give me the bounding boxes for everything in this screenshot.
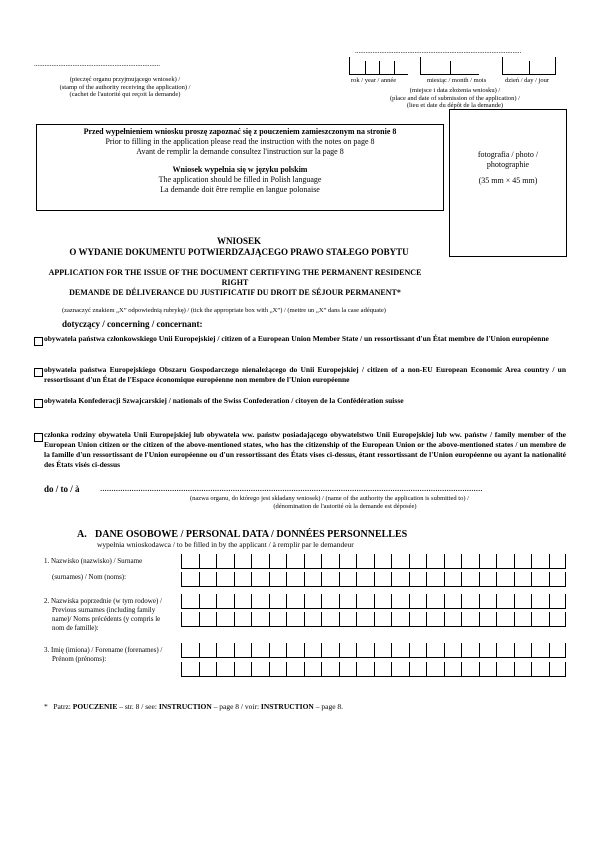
char-cell[interactable] [304, 612, 323, 627]
char-cell[interactable] [199, 662, 218, 677]
char-cell[interactable] [269, 594, 288, 609]
char-cell[interactable] [339, 662, 358, 677]
char-cell[interactable] [391, 594, 410, 609]
stamp-dotted-line: ........................................................................ [34, 60, 160, 68]
char-cell[interactable] [461, 643, 480, 658]
char-cell[interactable] [514, 612, 533, 627]
stamp-caption [20, 76, 230, 99]
char-cell[interactable] [391, 643, 410, 658]
char-cell[interactable] [514, 643, 533, 658]
char-cell[interactable] [391, 612, 410, 627]
place-dotted-line: ............................................................................................... [355, 47, 522, 55]
char-cell[interactable] [251, 594, 270, 609]
char-cell[interactable] [181, 662, 200, 677]
char-cell[interactable] [199, 643, 218, 658]
footnote-instruction-en: INSTRUCTION [158, 702, 212, 711]
day-label: dzień / day / jour [505, 77, 550, 84]
char-cell[interactable] [356, 572, 375, 587]
char-cell[interactable] [409, 662, 428, 677]
char-cell[interactable] [181, 643, 200, 658]
day-input[interactable] [502, 57, 556, 75]
char-cell[interactable] [496, 662, 515, 677]
grid-end [565, 643, 566, 658]
forename-label-1: 3. Imię (imiona) / Forename (forenames) / [44, 646, 163, 654]
char-cell[interactable] [444, 554, 463, 569]
char-cell[interactable] [286, 594, 305, 609]
grid-baseline [181, 676, 566, 677]
char-cell[interactable] [199, 594, 218, 609]
char-cell[interactable] [216, 554, 235, 569]
char-cell[interactable] [286, 572, 305, 587]
char-cell[interactable] [496, 554, 515, 569]
char-cell[interactable] [426, 594, 445, 609]
char-cell[interactable] [426, 572, 445, 587]
title-pl-2: O WYDANIE DOKUMENTU POTWIERDZAJĄCEGO PRAWO STAŁEGO POBYTU [69, 247, 409, 257]
char-cell[interactable] [479, 662, 498, 677]
tick-instruction: (zaznaczyć znakiem „X” odpowiednią rubrykę) / (tick the appropriate box with „X”) / (mettre un „X” dans la case adéquate) [62, 307, 386, 314]
option-checkbox-swiss[interactable] [34, 399, 43, 408]
option-checkbox-eea[interactable] [34, 368, 43, 377]
char-cell[interactable] [374, 572, 393, 587]
date-digit-divider [529, 61, 530, 74]
previous-surnames-label-3: name)/ Noms précédents (y compris le [52, 615, 161, 623]
char-cell[interactable] [479, 612, 498, 627]
char-cell[interactable] [409, 612, 428, 627]
char-cell[interactable] [339, 594, 358, 609]
char-cell[interactable] [461, 662, 480, 677]
option-checkbox-eu[interactable] [34, 337, 43, 346]
char-cell[interactable] [251, 572, 270, 587]
concerning-label: dotyczący / concerning / concernant: [62, 319, 203, 329]
char-cell[interactable] [531, 554, 550, 569]
char-cell[interactable] [531, 594, 550, 609]
char-cell[interactable] [216, 662, 235, 677]
char-cell[interactable] [409, 572, 428, 587]
char-cell[interactable] [479, 643, 498, 658]
title-en-2: RIGHT [221, 278, 249, 287]
grid-baseline [181, 586, 566, 587]
char-cell[interactable] [461, 594, 480, 609]
char-cell[interactable] [181, 594, 200, 609]
char-cell[interactable] [199, 554, 218, 569]
forename-label-2: Prénom (prénoms): [52, 655, 107, 663]
addressee-caption [190, 495, 560, 510]
char-cell[interactable] [321, 662, 340, 677]
previous-surnames-row-2[interactable] [181, 612, 566, 627]
photo-size: (35 mm × 45 mm) [478, 176, 538, 185]
char-cell[interactable] [339, 612, 358, 627]
char-cell[interactable] [479, 554, 498, 569]
char-cell[interactable] [321, 572, 340, 587]
char-cell[interactable] [461, 572, 480, 587]
date-digit-divider [450, 61, 451, 74]
char-cell[interactable] [251, 612, 270, 627]
char-cell[interactable] [514, 662, 533, 677]
notice-line2-pl: Wniosek wypełnia się w języku polskim [172, 165, 308, 174]
char-cell[interactable] [479, 594, 498, 609]
year-label: rok / year / année [351, 77, 397, 84]
footnote-pouczenie: POUCZENIE [72, 702, 118, 711]
char-cell[interactable] [286, 643, 305, 658]
footnote-text-4: – page 8. [315, 702, 344, 711]
photo-box [449, 109, 567, 257]
footnote-text-2: – str. 8 / see: [119, 702, 157, 711]
char-cell[interactable] [269, 612, 288, 627]
char-cell[interactable] [444, 612, 463, 627]
char-cell[interactable] [374, 643, 393, 658]
char-cell[interactable] [321, 594, 340, 609]
char-cell[interactable] [514, 554, 533, 569]
char-cell[interactable] [216, 612, 235, 627]
char-cell[interactable] [199, 612, 218, 627]
grid-end [565, 554, 566, 569]
char-cell[interactable] [304, 643, 323, 658]
char-cell[interactable] [461, 612, 480, 627]
date-digit-divider [379, 61, 380, 74]
char-cell[interactable] [286, 662, 305, 677]
char-cell[interactable] [234, 662, 253, 677]
char-cell[interactable] [444, 594, 463, 609]
char-cell[interactable] [234, 643, 253, 658]
surname-row-1[interactable] [181, 554, 566, 569]
option-eu-citizen: obywatela państwa członkowskiego Unii Europejskiej / citizen of a European Union Member State / un ressortissant d'un État membre de l'Union européenne [44, 334, 549, 343]
date-place-caption [355, 87, 555, 110]
char-cell[interactable] [409, 554, 428, 569]
char-cell[interactable] [181, 612, 200, 627]
footnote-instruction-fr: INSTRUCTION [260, 702, 314, 711]
char-cell[interactable] [321, 554, 340, 569]
instruction-notice-box [36, 124, 444, 211]
char-cell[interactable] [304, 662, 323, 677]
grid-end [565, 594, 566, 609]
char-cell[interactable] [479, 572, 498, 587]
char-cell[interactable] [339, 554, 358, 569]
previous-surnames-label [44, 597, 177, 633]
char-cell[interactable] [339, 572, 358, 587]
date-place-caption-en: (place and date of submission of the application) / [390, 94, 520, 102]
char-cell[interactable] [251, 662, 270, 677]
char-cell[interactable] [374, 612, 393, 627]
notice-line1-fr: Avant de remplir la demande consultez l'instruction sur la page 8 [136, 147, 344, 156]
char-cell[interactable] [339, 643, 358, 658]
char-cell[interactable] [216, 643, 235, 658]
option-eea-citizen: obywatela państwa Europejskiego Obszaru Gospodarczego nienależącego do Unii Europejskiej / citizen of a non-EU European Economic Area country / un ressortissant d'un État de l'Espace économique européenne non membre de l'Union européenne [44, 365, 566, 384]
title-fr: DEMANDE DE DÉLIVERANCE DU JUSTIFICATIF DU DROIT DE SÉJOUR PERMANENT* [69, 288, 401, 297]
char-cell[interactable] [216, 594, 235, 609]
char-cell[interactable] [374, 554, 393, 569]
title-en-1: APPLICATION FOR THE ISSUE OF THE DOCUMENT CERTIFYING THE PERMANENT RESIDENCE [48, 268, 422, 277]
previous-surnames-label-2: Previous surnames (including family [52, 606, 156, 614]
stamp-caption-fr: (cachet de l'autorité qui reçoit la demande) [69, 91, 181, 98]
char-cell[interactable] [269, 572, 288, 587]
char-cell[interactable] [216, 572, 235, 587]
month-label: miesiąc / month / mois [427, 77, 487, 84]
char-cell[interactable] [391, 554, 410, 569]
char-cell[interactable] [269, 554, 288, 569]
char-cell[interactable] [444, 572, 463, 587]
addressee-caption-1: (nazwa organu, do którego jest składany wniosek) / (name of the authority the application is submitted to) / [190, 495, 469, 502]
form-title-en-fr [20, 268, 450, 298]
notice-line2-en: The application should be filled in Polish language [158, 175, 322, 184]
grid-baseline [181, 657, 566, 658]
char-cell[interactable] [391, 572, 410, 587]
stamp-caption-pl: (pieczęć organu przyjmującego wniosek) / [69, 76, 181, 83]
grid-baseline [181, 568, 566, 569]
char-cell[interactable] [181, 554, 200, 569]
option-checkbox-family[interactable] [34, 433, 43, 442]
char-cell[interactable] [181, 572, 200, 587]
char-cell[interactable] [374, 594, 393, 609]
char-cell[interactable] [496, 612, 515, 627]
char-cell[interactable] [531, 572, 550, 587]
section-a-title: DANE OSOBOWE / PERSONAL DATA / DONNÉES PERSONNELLES [95, 529, 408, 540]
char-cell[interactable] [426, 612, 445, 627]
footnote-text-3: – page 8 / voir: [213, 702, 260, 711]
forename-row-1[interactable] [181, 643, 566, 658]
char-cell[interactable] [391, 662, 410, 677]
date-place-caption-pl: (miejsce i data złożenia wniosku) / [409, 87, 501, 94]
date-digit-divider [394, 61, 395, 74]
notice-line1-pl: Przed wypełnieniem wniosku proszę zapoznać się z pouczeniem zamieszczonym na stronie 8 [83, 127, 397, 136]
surname-label-2: (surnames) / Nom (noms): [52, 573, 127, 581]
char-cell[interactable] [286, 554, 305, 569]
char-cell[interactable] [199, 572, 218, 587]
footnote-text-1: Patrz: [53, 702, 71, 711]
char-cell[interactable] [426, 643, 445, 658]
char-cell[interactable] [409, 643, 428, 658]
char-cell[interactable] [514, 572, 533, 587]
char-cell[interactable] [356, 594, 375, 609]
char-cell[interactable] [251, 643, 270, 658]
grid-end [565, 662, 566, 677]
addressee-field[interactable]: .......................................................................................................................................................................... [100, 483, 483, 493]
char-cell[interactable] [234, 572, 253, 587]
section-a-letter: A. [77, 529, 87, 540]
option-swiss-citizen: obywatela Konfederacji Szwajcarskiej / nationals of the Swiss Confederation / citoyen de la Confédération suisse [44, 396, 404, 405]
stamp-caption-en: (stamp of the authority receiving the application) / [59, 83, 191, 91]
addressee-caption-2: (dénomination de l'autorité où la demande est déposée) [273, 502, 417, 510]
char-cell[interactable] [356, 554, 375, 569]
char-cell[interactable] [304, 572, 323, 587]
char-cell[interactable] [234, 554, 253, 569]
grid-baseline [181, 626, 566, 627]
char-cell[interactable] [531, 612, 550, 627]
previous-surnames-row-1[interactable] [181, 594, 566, 609]
char-cell[interactable] [531, 662, 550, 677]
date-place-caption-fr: (lieu et date du dépôt de la demande) [406, 102, 504, 109]
char-cell[interactable] [426, 662, 445, 677]
char-cell[interactable] [514, 594, 533, 609]
addressee-label: do / to / à [44, 484, 80, 494]
notice-line1-en: Prior to filling in the application please read the instruction with the notes on page 8 [105, 137, 375, 146]
surname-row-2[interactable] [181, 572, 566, 587]
char-cell[interactable] [444, 662, 463, 677]
char-cell[interactable] [286, 612, 305, 627]
char-cell[interactable] [251, 554, 270, 569]
char-cell[interactable] [356, 662, 375, 677]
char-cell[interactable] [356, 612, 375, 627]
char-cell[interactable] [444, 643, 463, 658]
char-cell[interactable] [426, 554, 445, 569]
footnote [44, 702, 343, 711]
date-digit-divider [365, 61, 366, 74]
title-pl-1: WNIOSEK [216, 236, 261, 246]
char-cell[interactable] [234, 612, 253, 627]
section-a-subtitle: wypełnia wnioskodawca / to be filled in by the applicant / à remplir par le demandeur [97, 540, 354, 549]
forename-row-2[interactable] [181, 662, 566, 677]
char-cell[interactable] [409, 594, 428, 609]
form-title-pl [36, 236, 442, 258]
char-cell[interactable] [496, 572, 515, 587]
previous-surnames-label-1: 2. Nazwiska poprzednie (w tym rodowe) / [44, 597, 162, 605]
surname-label-1: 1. Nazwisko (nazwisko) / Surname [44, 557, 143, 565]
char-cell[interactable] [234, 594, 253, 609]
char-cell[interactable] [461, 554, 480, 569]
notice-line2-fr: La demande doit être remplie en langue polonaise [160, 185, 320, 194]
month-input[interactable] [420, 57, 479, 75]
char-cell[interactable] [531, 643, 550, 658]
grid-baseline [181, 608, 566, 609]
grid-end [565, 572, 566, 587]
footnote-star: * [44, 702, 48, 711]
char-cell[interactable] [496, 594, 515, 609]
char-cell[interactable] [269, 643, 288, 658]
year-input[interactable] [349, 57, 408, 75]
char-cell[interactable] [321, 643, 340, 658]
char-cell[interactable] [374, 662, 393, 677]
char-cell[interactable] [356, 643, 375, 658]
previous-surnames-label-4: nom de famille): [52, 624, 99, 632]
char-cell[interactable] [321, 612, 340, 627]
char-cell[interactable] [496, 643, 515, 658]
char-cell[interactable] [304, 554, 323, 569]
photo-label-1: fotografia / photo / [477, 150, 539, 159]
photo-label-2: photographie [486, 160, 530, 169]
char-cell[interactable] [269, 662, 288, 677]
char-cell[interactable] [304, 594, 323, 609]
option-family-member: członka rodziny obywatela Unii Europejskiej lub obywatela ww. państw posiadającego obywatelstwo Unii Europejskiej lub ww. państw / family member of the European Union citizen or the citizen of the above-mentioned states, who has the citizenship of the European Union or the above-mentioned states / un membre de la famille d'un ressortissant de l'Union européenne ou d'un ressortissant des États vises ci-dessus, étant ressortissant de l'Union européenne ou ayant la nationalité des États visés ci-dessus [44, 430, 566, 469]
grid-end [565, 612, 566, 627]
